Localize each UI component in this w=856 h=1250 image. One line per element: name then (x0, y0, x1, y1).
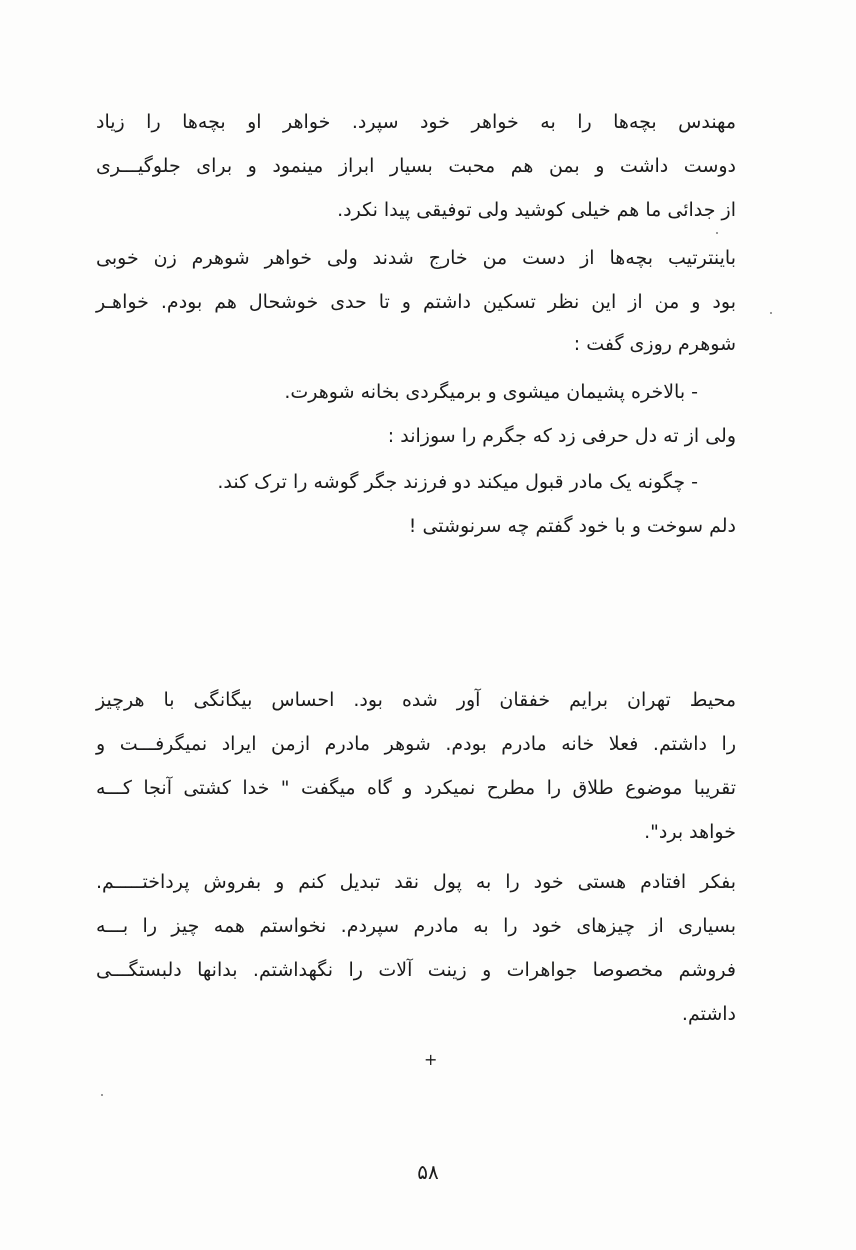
text-line: باینترتیب بچه‌ها از دست من خارج شدند ولی خواهر شوهرم زن خوبی (96, 247, 736, 269)
text-line: محیط تهران برایم خفقان آور شده بود. احساس بیگانگی با هرچیز (96, 689, 736, 711)
scan-speck (101, 1094, 103, 1096)
text-line: خواهد برد". (644, 821, 736, 843)
text-line: دلم سوخت و با خود گفتم چه سرنوشتی ! (408, 515, 736, 537)
text-line: از جدائی ما هم خیلی کوشید ولی توفیقی پیدا نکرد. (337, 199, 736, 221)
text-line: بسیاری از چیزهای خود را به مادرم سپردم. نخواستم همه چیز را بـــه (96, 915, 736, 937)
scan-speck (770, 312, 772, 314)
text-line: فروشم مخصوصا جواهرات و زینت آلات را نگهداشتم. بدانها دلبستگـــی (96, 959, 736, 981)
text-line: ولی از ته دل حرفی زد که جگرم را سوزاند : (387, 425, 736, 447)
dialogue-line: - بالاخره پشیمان میشوی و برمیگردی بخانه شوهرت. (284, 381, 698, 403)
text-line: تقریبا موضوع طلاق را مطرح نمیکرد و گاه میگفت " خدا کشتی آنجا کـــه (96, 777, 736, 799)
text-line: بود و من از این نظر تسکین داشتم و تا حدی خوشحال هم بودم. خواهـر (96, 291, 736, 313)
text-line: مهندس بچه‌ها را به خواهر خود سپرد. خواهر او بچه‌ها را زیاد (96, 111, 736, 133)
text-line: شوهرم روزی گفت : (573, 333, 736, 355)
section-mark: + (424, 1050, 438, 1069)
page-number: ۵۸ (417, 1160, 439, 1184)
text-line: داشتم. (681, 1003, 736, 1025)
text-line: دوست داشت و بمن هم محبت بسیار ابراز مینمود و برای جلوگیـــری (96, 155, 736, 177)
scan-speck (716, 232, 718, 234)
text-line: بفکر افتادم هستی خود را به پول نقد تبدیل کنم و بفروش پرداختـــــم. (96, 871, 736, 893)
text-line: را داشتم. فعلا خانه مادرم بودم. شوهر مادرم ازمن ایراد نمیگرفـــت و (96, 733, 736, 755)
dialogue-line: - چگونه یک مادر قبول میکند دو فرزند جگر گوشه را ترک کند. (217, 471, 698, 493)
